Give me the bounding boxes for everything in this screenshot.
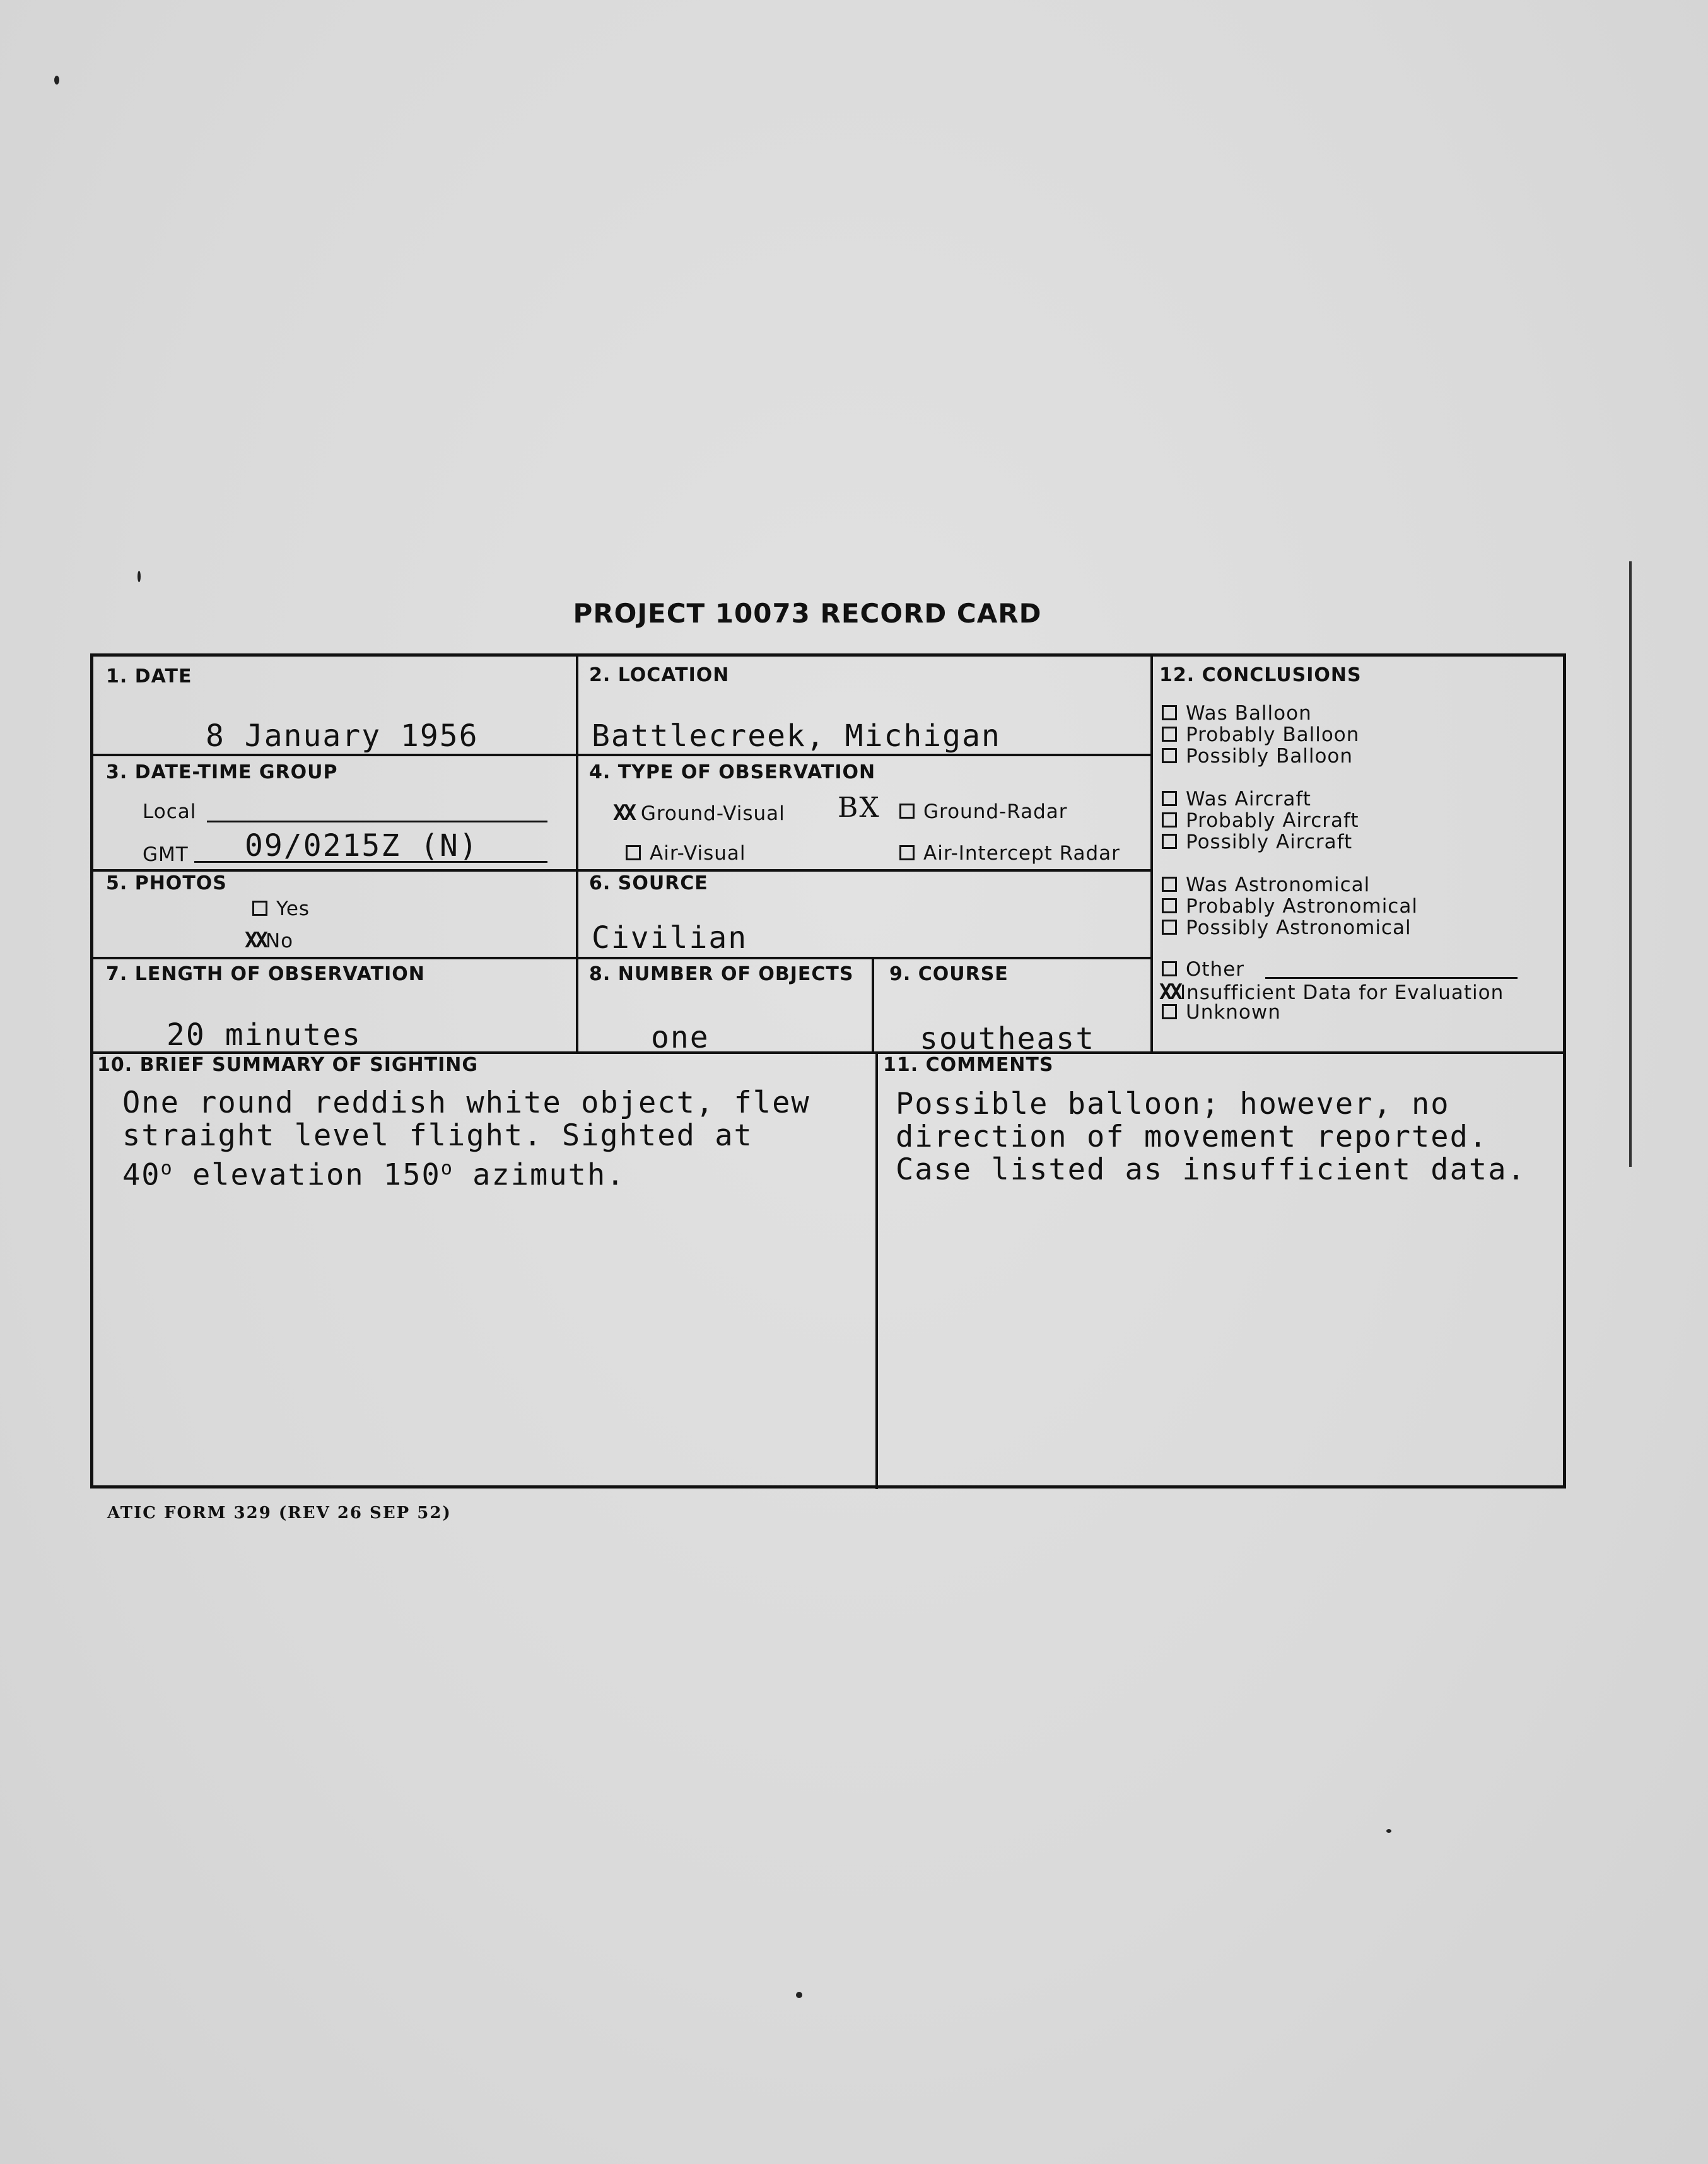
conclusion-text: Was Aircraft: [1186, 788, 1311, 810]
photos-no-option: [245, 928, 293, 953]
photos-yes-checkbox: [252, 901, 267, 916]
conclusion-checkbox: [1162, 791, 1177, 806]
conclusion-possibly-balloon: [1162, 745, 1353, 768]
card-title: PROJECT 10073 RECORD CARD: [573, 598, 1042, 629]
photos-yes-option: [252, 898, 310, 920]
degree-symbol: o: [440, 1157, 453, 1179]
ground-visual-option: [613, 800, 785, 826]
divider-col-conclusions: [1150, 657, 1153, 1051]
scan-speck: [1629, 561, 1632, 1167]
length-value: 20 minutes: [167, 1017, 361, 1053]
conclusion-was-astronomical: [1162, 874, 1370, 896]
conclusion-probably-astronomical: [1162, 895, 1418, 918]
photos-no-text: No: [265, 930, 294, 952]
conclusion-checkbox: [1162, 834, 1177, 849]
ground-visual-text: Ground-Visual: [640, 802, 785, 825]
divider-col-course: [872, 957, 874, 1051]
location-label: 2. LOCATION: [589, 664, 730, 686]
air-visual-text: Air-Visual: [650, 842, 746, 865]
conclusion-probably-balloon: [1162, 723, 1359, 746]
ground-radar-option: [899, 800, 1068, 823]
conclusion-text: Other: [1186, 958, 1245, 981]
conclusion-text: Was Astronomical: [1186, 874, 1371, 896]
air-intercept-radar-text: Air-Intercept Radar: [923, 842, 1120, 865]
datetime-group-label: 3. DATE-TIME GROUP: [106, 761, 338, 783]
summary-elevation-value: 40: [122, 1157, 161, 1193]
conclusion-checkbox: [1162, 727, 1177, 742]
conclusion-checkbox: [1162, 812, 1177, 828]
conclusion-text: Possibly Astronomical: [1186, 916, 1412, 939]
air-visual-checkbox: [626, 845, 641, 860]
conclusion-unknown: [1162, 1001, 1281, 1024]
conclusions-label: 12. CONCLUSIONS: [1159, 664, 1362, 686]
air-visual-option: [626, 842, 746, 865]
divider-row3: [93, 957, 1153, 959]
date-label: 1. DATE: [106, 665, 192, 687]
local-underline: [207, 821, 547, 822]
number-of-objects-label: 8. NUMBER OF OBJECTS: [589, 963, 854, 985]
degree-symbol: o: [160, 1157, 173, 1179]
conclusion-checked-mark: XX: [1159, 980, 1180, 1005]
conclusion-checkbox: [1162, 748, 1177, 763]
location-value: Battlecreek, Michigan: [592, 718, 1001, 754]
conclusion-checkbox: [1162, 920, 1177, 935]
source-value: Civilian: [592, 920, 748, 956]
photos-yes-text: Yes: [276, 898, 310, 920]
local-label: Local: [143, 800, 197, 823]
annotation-bx: BX: [838, 792, 880, 824]
air-intercept-radar-checkbox: [899, 845, 915, 860]
conclusion-possibly-aircraft: [1162, 831, 1352, 853]
gmt-value: 09/0215Z (N): [245, 828, 479, 863]
comments-label: 11. COMMENTS: [883, 1054, 1054, 1076]
summary-line-3: [122, 1152, 626, 1192]
course-value: southeast: [920, 1021, 1096, 1056]
summary-elevation-text: elevation 150: [173, 1157, 441, 1193]
conclusion-text: Unknown: [1186, 1001, 1281, 1024]
conclusion-text: Insufficient Data for Evaluation: [1179, 981, 1504, 1004]
comments-line-3: Case listed as insufficient data.: [896, 1152, 1526, 1187]
summary-line-1: One round reddish white object, flew: [122, 1085, 810, 1120]
conclusion-other: [1162, 958, 1244, 981]
scan-speck: [54, 76, 59, 85]
record-card: [90, 653, 1566, 1488]
conclusion-checkbox: [1162, 961, 1177, 976]
gmt-label: GMT: [143, 843, 189, 866]
photos-label: 5. PHOTOS: [106, 872, 227, 894]
type-of-observation-label: 4. TYPE OF OBSERVATION: [589, 761, 876, 783]
conclusion-checkbox: [1162, 877, 1177, 892]
comments-line-1: Possible balloon; however, no: [896, 1087, 1450, 1121]
ground-visual-checked-mark: XX: [613, 800, 634, 826]
conclusion-other-underline: [1265, 977, 1518, 979]
number-of-objects-value: one: [651, 1020, 710, 1055]
ground-radar-text: Ground-Radar: [923, 800, 1068, 823]
air-intercept-radar-option: [899, 842, 1120, 865]
comments-line-2: direction of movement reported.: [896, 1120, 1489, 1154]
conclusion-text: Was Balloon: [1186, 702, 1312, 725]
divider-col1: [576, 657, 578, 1051]
ground-radar-checkbox: [899, 804, 915, 819]
conclusion-was-balloon: [1162, 702, 1312, 725]
scan-speck: [1386, 1829, 1391, 1833]
date-value: 8 January 1956: [206, 718, 479, 754]
source-label: 6. SOURCE: [589, 872, 708, 894]
course-label: 9. COURSE: [889, 963, 1009, 985]
divider-row1: [93, 754, 1153, 756]
form-footer: ATIC FORM 329 (REV 26 SEP 52): [107, 1504, 452, 1523]
conclusion-possibly-astronomical: [1162, 916, 1412, 939]
conclusion-was-aircraft: [1162, 788, 1311, 810]
conclusion-text: Probably Astronomical: [1186, 895, 1418, 918]
conclusion-text: Possibly Balloon: [1186, 745, 1354, 768]
photos-no-checked-mark: XX: [245, 928, 266, 953]
summary-line-2: straight level flight. Sighted at: [122, 1118, 753, 1153]
conclusion-checkbox: [1162, 705, 1177, 720]
scan-speck: [796, 1992, 802, 1998]
length-label: 7. LENGTH OF OBSERVATION: [106, 963, 425, 985]
conclusion-text: Possibly Aircraft: [1186, 831, 1353, 853]
summary-label: 10. BRIEF SUMMARY OF SIGHTING: [97, 1054, 478, 1076]
conclusion-text: Probably Balloon: [1186, 723, 1360, 746]
conclusion-text: Probably Aircraft: [1186, 809, 1359, 832]
scan-speck: [137, 571, 141, 582]
summary-azimuth-text: azimuth.: [453, 1157, 626, 1193]
divider-col-comments: [875, 1051, 878, 1489]
conclusion-checkbox: [1162, 898, 1177, 913]
conclusion-checkbox: [1162, 1004, 1177, 1019]
divider-row2: [93, 869, 1153, 872]
conclusion-probably-aircraft: [1162, 809, 1359, 832]
